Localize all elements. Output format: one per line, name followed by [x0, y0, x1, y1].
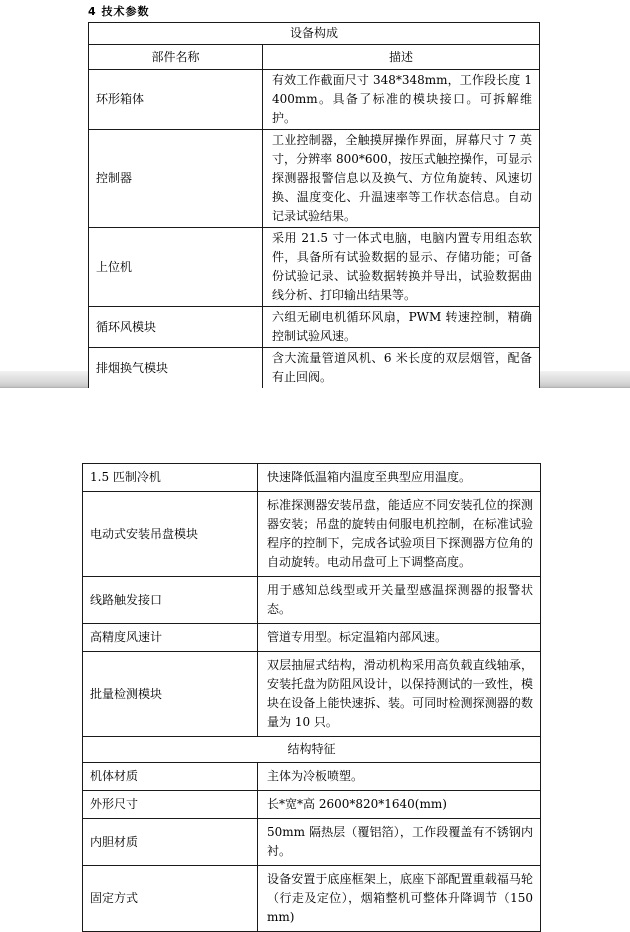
table-row — [89, 307, 540, 348]
table-row — [83, 866, 541, 932]
component-description: 用于感知总线型或开关量型感温探测器的报警状态。 — [258, 577, 541, 624]
component-name: 环形箱体 — [89, 70, 263, 130]
component-description: 采用 21.5 寸一体式电脑，电脑内置专用组态软件，具备所有试验数据的显示、存储功能；可备份试验记录、试验数据转换并导出，试验数据曲线分析、打印输出结果等。 — [263, 228, 540, 307]
table-row — [89, 228, 540, 307]
page-2 — [0, 388, 630, 924]
component-name: 机体材质 — [83, 763, 258, 791]
continuation-table — [82, 463, 541, 932]
section-title: 结构特征 — [83, 737, 541, 763]
component-name: 批量检测模块 — [83, 652, 258, 737]
component-name: 内胆材质 — [83, 819, 258, 866]
page-1 — [0, 0, 630, 384]
component-description: 含大流量管道风机、6 米长度的双层烟管，配备有止回阀。 — [263, 348, 540, 389]
component-name: 线路触发接口 — [83, 577, 258, 624]
table-title: 设备构成 — [89, 23, 540, 45]
component-description: 长*宽*高 2600*820*1640(mm) — [258, 791, 541, 819]
table-row — [83, 577, 541, 624]
table-row — [83, 791, 541, 819]
component-description: 标准探测器安装吊盘，能适应不同安装孔位的探测器安装；吊盘的旋转由伺服电机控制，在标准试验程序的控制下，完成各试验项目下探测器方位角的自动旋转。电动吊盘可上下调整高度。 — [258, 492, 541, 577]
component-name: 循环风模块 — [89, 307, 263, 348]
section-title-row — [83, 737, 541, 763]
table-row — [89, 348, 540, 389]
table-row — [83, 492, 541, 577]
component-description: 六组无刷电机循环风扇，PWM 转速控制，精确控制试验风速。 — [263, 307, 540, 348]
table-row — [83, 763, 541, 791]
component-name: 固定方式 — [83, 866, 258, 932]
column-header-desc: 描述 — [263, 45, 540, 70]
section-heading: 4 技术参数 — [88, 5, 150, 18]
table-row — [83, 464, 541, 492]
table-row — [83, 624, 541, 652]
component-name: 控制器 — [89, 130, 263, 228]
component-name: 排烟换气模块 — [89, 348, 263, 389]
component-description: 有效工作截面尺寸 348*348mm，工作段长度 1400mm。具备了标准的模块接口。可拆解维护。 — [263, 70, 540, 130]
component-description: 快速降低温箱内温度至典型应用温度。 — [258, 464, 541, 492]
component-description: 双层抽屉式结构，滑动机构采用高负载直线轴承，安装托盘为防阻风设计，以保持测试的一致性，模块在设备上能快速拆、装。可同时检测探测器的数量为 10 只。 — [258, 652, 541, 737]
component-name: 上位机 — [89, 228, 263, 307]
column-header-name: 部件名称 — [89, 45, 263, 70]
component-name: 高精度风速计 — [83, 624, 258, 652]
table-title-row — [89, 23, 540, 45]
component-name: 1.5 匹制冷机 — [83, 464, 258, 492]
table-row — [83, 652, 541, 737]
component-description: 管道专用型。标定温箱内部风速。 — [258, 624, 541, 652]
component-description: 50mm 隔热层（覆铝箔），工作段覆盖有不锈钢内衬。 — [258, 819, 541, 866]
component-description: 主体为冷板喷塑。 — [258, 763, 541, 791]
component-name: 外形尺寸 — [83, 791, 258, 819]
component-description: 工业控制器，全触摸屏操作界面，屏幕尺寸 7 英寸，分辨率 800*600，按压式触控操作，可显示探测器报警信息以及换气、方位角旋转、风速切换、温度变化、升温速率等工作状态信息。自动记录试验结果。 — [263, 130, 540, 228]
component-description: 设备安置于底座框架上，底座下部配置重载福马轮（行走及定位），烟箱整机可整体升降调节（150mm) — [258, 866, 541, 932]
table-row — [89, 130, 540, 228]
table-row — [89, 70, 540, 130]
component-name: 电动式安装吊盘模块 — [83, 492, 258, 577]
equipment-table — [88, 22, 540, 433]
column-header-row — [89, 45, 540, 70]
table-row — [83, 819, 541, 866]
